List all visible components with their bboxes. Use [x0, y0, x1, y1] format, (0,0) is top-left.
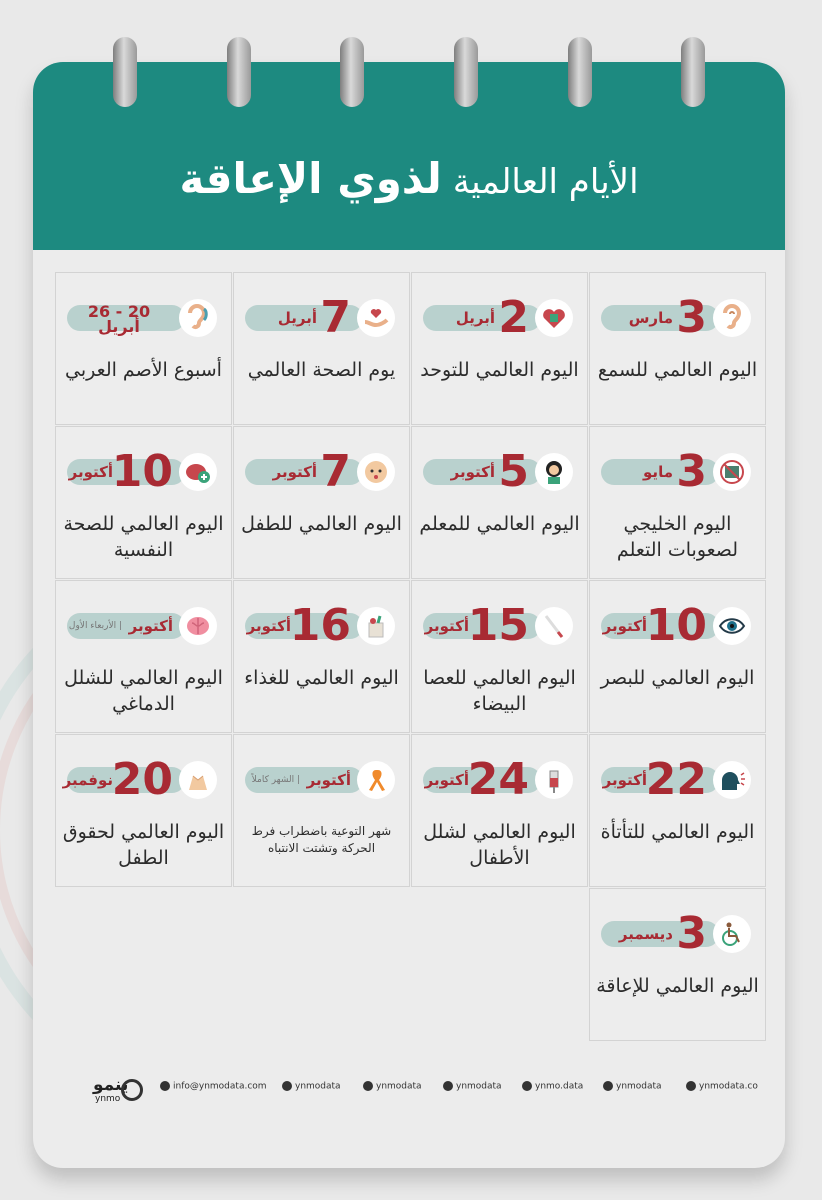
day-label: اليوم العالمي للشلل الدماغي — [64, 667, 223, 715]
day-number: 7 — [320, 292, 351, 343]
grocery-bag-icon — [357, 607, 395, 645]
day-number: 10 — [645, 600, 707, 651]
date-pill — [423, 292, 573, 343]
snapchat-icon — [522, 1081, 532, 1091]
date-pill — [245, 764, 395, 796]
calendar-ring — [227, 37, 251, 107]
day-card — [589, 734, 766, 887]
footer-youtube-text: ynmodata — [295, 1081, 341, 1092]
date-pill — [245, 600, 395, 651]
brain-icon — [179, 607, 217, 645]
month-label: أكتوبر — [272, 463, 317, 481]
day-label: اليوم الخليجي لصعوبات التعلم — [616, 513, 739, 561]
logo-icon — [121, 1079, 143, 1101]
month-label: أبريل — [277, 309, 317, 327]
day-label: اليوم العالمي لشلل الأطفال — [423, 821, 576, 869]
logo-text: ينمو — [93, 1075, 129, 1095]
date-pill — [245, 292, 395, 343]
instagram-icon — [443, 1081, 453, 1091]
footer-facebook[interactable] — [686, 1081, 758, 1092]
eye-icon — [713, 607, 751, 645]
date-pill — [62, 754, 217, 805]
calendar-ring — [568, 37, 592, 107]
date-pill — [67, 610, 217, 642]
day-label: أسبوع الأصم العربي — [65, 359, 222, 381]
footer-email-text: info@ynmodata.com — [173, 1081, 267, 1092]
day-number: 7 — [320, 446, 351, 497]
month-label: مايو — [643, 463, 673, 481]
day-card — [589, 888, 766, 1041]
days-grid — [55, 272, 767, 1042]
footer-youtube[interactable] — [282, 1081, 341, 1092]
day-card — [589, 580, 766, 733]
calendar-header — [33, 62, 785, 250]
day-card — [233, 272, 410, 425]
day-number: 3 — [676, 908, 707, 959]
footer-snapchat-text: ynmo.data — [535, 1081, 584, 1092]
day-card — [411, 272, 588, 425]
footer-email[interactable] — [160, 1081, 267, 1092]
puzzle-heart-icon — [535, 299, 573, 337]
month-label: أكتوبر — [450, 463, 495, 481]
white-cane-icon — [535, 607, 573, 645]
day-number: 3 — [676, 446, 707, 497]
page-title — [33, 154, 785, 203]
linkedin-icon — [603, 1081, 613, 1091]
hand-heart-icon — [357, 299, 395, 337]
wheelchair-icon — [713, 915, 751, 953]
day-card — [233, 426, 410, 579]
day-card — [589, 272, 766, 425]
month-label: أكتوبر — [424, 617, 469, 635]
month-label: ديسمبر — [618, 925, 673, 943]
month-label: أكتوبر — [306, 771, 351, 789]
baby-face-icon — [357, 453, 395, 491]
date-pill — [601, 600, 751, 651]
day-label: اليوم العالمي للصحة النفسية — [63, 513, 224, 561]
brand-logo — [33, 1067, 153, 1107]
day-card — [233, 734, 410, 887]
email-icon — [160, 1081, 170, 1091]
day-number: 2 — [498, 292, 529, 343]
footer-linkedin[interactable] — [603, 1081, 662, 1092]
day-label: اليوم العالمي للتأتأة — [600, 821, 755, 843]
date-note: | الأربعاء الأول — [68, 621, 122, 631]
day-number: 15 — [467, 600, 529, 651]
teacher-icon — [535, 453, 573, 491]
footer-instagram-text: ynmodata — [456, 1081, 502, 1092]
footer-instagram[interactable] — [443, 1081, 502, 1092]
day-label: اليوم العالمي للإعاقة — [596, 975, 759, 997]
hands-icon — [179, 761, 217, 799]
day-number: 16 — [289, 600, 351, 651]
day-label: اليوم العالمي للبصر — [600, 667, 755, 689]
date-range: 20 - 26 أبريل — [87, 302, 151, 336]
day-label: اليوم العالمي للعصا البيضاء — [423, 667, 576, 715]
day-number: 3 — [676, 292, 707, 343]
day-card — [55, 426, 232, 579]
calendar-ring — [454, 37, 478, 107]
date-pill — [601, 754, 751, 805]
footer-twitter[interactable] — [363, 1081, 422, 1092]
speaking-head-icon — [713, 761, 751, 799]
date-pill — [423, 600, 573, 651]
day-card — [411, 734, 588, 887]
day-label: اليوم العالمي للغذاء — [244, 667, 399, 689]
day-card — [411, 426, 588, 579]
day-card — [233, 580, 410, 733]
day-card — [589, 426, 766, 579]
vaccine-icon — [535, 761, 573, 799]
calendar-ring — [681, 37, 705, 107]
footer-twitter-text: ynmodata — [376, 1081, 422, 1092]
date-pill — [67, 302, 217, 334]
calendar-ring — [113, 37, 137, 107]
date-pill — [423, 754, 573, 805]
month-label: أكتوبر — [128, 617, 173, 635]
ear-icon — [713, 299, 751, 337]
day-label: اليوم العالمي للمعلم — [419, 513, 580, 535]
day-number: 10 — [111, 446, 173, 497]
date-pill — [601, 292, 751, 343]
day-number: 22 — [645, 754, 707, 805]
orange-ribbon-icon — [357, 761, 395, 799]
month-label: أكتوبر — [68, 463, 113, 481]
day-card — [411, 580, 588, 733]
logo-subtext: ynmo — [95, 1094, 121, 1104]
calendar-ring — [340, 37, 364, 107]
day-label: يوم الصحة العالمي — [247, 359, 396, 381]
hearing-aid-icon — [179, 299, 217, 337]
youtube-icon — [282, 1081, 292, 1091]
date-pill — [601, 908, 751, 959]
day-label: اليوم العالمي للطفل — [241, 513, 402, 535]
month-label: أكتوبر — [602, 771, 647, 789]
date-pill — [423, 446, 573, 497]
day-card — [55, 272, 232, 425]
month-label: أكتوبر — [424, 771, 469, 789]
title-bold: لذوي الإعاقة — [179, 154, 442, 203]
twitter-icon — [363, 1081, 373, 1091]
day-card — [55, 734, 232, 887]
footer-linkedin-text: ynmodata — [616, 1081, 662, 1092]
day-number: 24 — [467, 754, 529, 805]
footer-snapchat[interactable] — [522, 1081, 583, 1092]
month-label: مارس — [628, 309, 673, 327]
footer-facebook-text: ynmodata.co — [699, 1081, 758, 1092]
day-label: اليوم العالمي للتوحد — [420, 359, 579, 381]
day-label: اليوم العالمي لحقوق الطفل — [62, 821, 225, 869]
day-number: 20 — [111, 754, 173, 805]
no-book-icon — [713, 453, 751, 491]
month-label: أكتوبر — [246, 617, 291, 635]
day-card — [55, 580, 232, 733]
date-note: | الشهر كاملاً — [251, 775, 300, 785]
month-label: نوفمبر — [62, 771, 113, 789]
month-label: أبريل — [455, 309, 495, 327]
date-pill — [245, 446, 395, 497]
facebook-icon — [686, 1081, 696, 1091]
title-light: الأيام العالمية — [452, 162, 639, 202]
date-pill — [67, 446, 217, 497]
day-label: اليوم العالمي للسمع — [597, 359, 758, 381]
day-label: شهر التوعية باضطراب فرط الحركة وتشتت الانتباه — [251, 824, 392, 855]
brain-plus-icon — [179, 453, 217, 491]
month-label: أكتوبر — [602, 617, 647, 635]
day-number: 5 — [498, 446, 529, 497]
date-pill — [601, 446, 751, 497]
